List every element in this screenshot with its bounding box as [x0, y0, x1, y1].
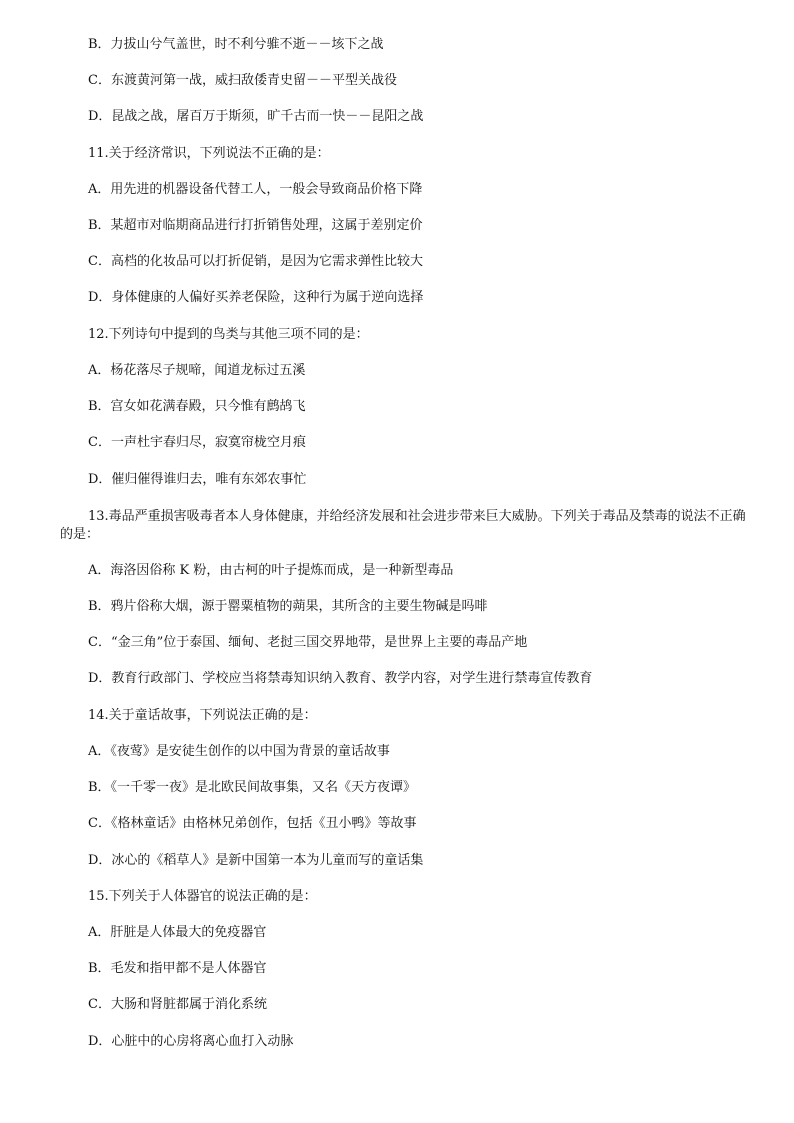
question-15: 15.下列关于人体器官的说法正确的是：	[88, 889, 317, 904]
option-line: B．某超市对临期商品进行打折销售处理，这属于差别定价	[88, 218, 423, 233]
option-line: C．东渡黄河第一战，威扫敌倭青史留－－平型关战役	[88, 73, 397, 88]
option-line: C．“金三角”位于泰国、缅甸、老挝三国交界地带，是世界上主要的毒品产地	[88, 635, 528, 650]
option-line: B．力拔山兮气盖世，时不利兮骓不逝－－垓下之战	[88, 37, 384, 52]
option-line: B．毛发和指甲都不是人体器官	[88, 961, 267, 976]
option-line: A．肝脏是人体最大的免疫器官	[88, 925, 267, 940]
option-line: C．《格林童话》由格林兄弟创作，包括《丑小鸭》等故事	[88, 816, 417, 831]
option-line: B．宫女如花满春殿，只今惟有鹧鸪飞	[88, 399, 306, 414]
option-line: D．昆战之战，屠百万于斯须，旷千古而一快－－昆阳之战	[88, 109, 424, 124]
question-14: 14.关于童话故事，下列说法正确的是：	[88, 708, 317, 723]
option-line: D．教育行政部门、学校应当将禁毒知识纳入教育、教学内容，对学生进行禁毒宣传教育	[88, 671, 593, 686]
option-line: B．鸦片俗称大烟，源于罂粟植物的蒴果，其所含的主要生物碱是吗啡	[88, 599, 488, 614]
option-line: D．催归催得谁归去，唯有东郊农事忙	[88, 472, 307, 487]
option-line: A．海洛因俗称 K 粉，由古柯的叶子提炼而成，是一种新型毒品	[88, 563, 454, 578]
option-line: C．大肠和肾脏都属于消化系统	[88, 997, 267, 1012]
option-line: C．高档的化妆品可以打折促销，是因为它需求弹性比较大	[88, 254, 423, 269]
question-13: 13.毒品严重损害吸毒者本人身体健康，并给经济发展和社会进步带来巨大威胁。下列关于毒品及禁毒的说法不正确的是：	[60, 509, 746, 542]
option-line: D．冰心的《稻草人》是新中国第一本为儿童而写的童话集	[88, 853, 424, 868]
option-line: D．身体健康的人偏好买养老保险，这种行为属于逆向选择	[88, 290, 424, 305]
question-12: 12.下列诗句中提到的鸟类与其他三项不同的是：	[88, 327, 369, 342]
option-line: B．《一千零一夜》是北欧民间故事集，又名《天方夜谭》	[88, 780, 417, 795]
option-line: A．《夜莺》是安徒生创作的以中国为背景的童话故事	[88, 744, 390, 759]
option-line: A．用先进的机器设备代替工人，一般会导致商品价格下降	[88, 182, 423, 197]
option-line: D．心脏中的心房将离心血打入动脉	[88, 1034, 294, 1049]
option-line: A．杨花落尽子规啼，闻道龙标过五溪	[88, 363, 306, 378]
question-11: 11.关于经济常识，下列说法不正确的是：	[88, 146, 330, 161]
option-line: C．一声杜宇春归尽，寂寞帘栊空月痕	[88, 435, 306, 450]
